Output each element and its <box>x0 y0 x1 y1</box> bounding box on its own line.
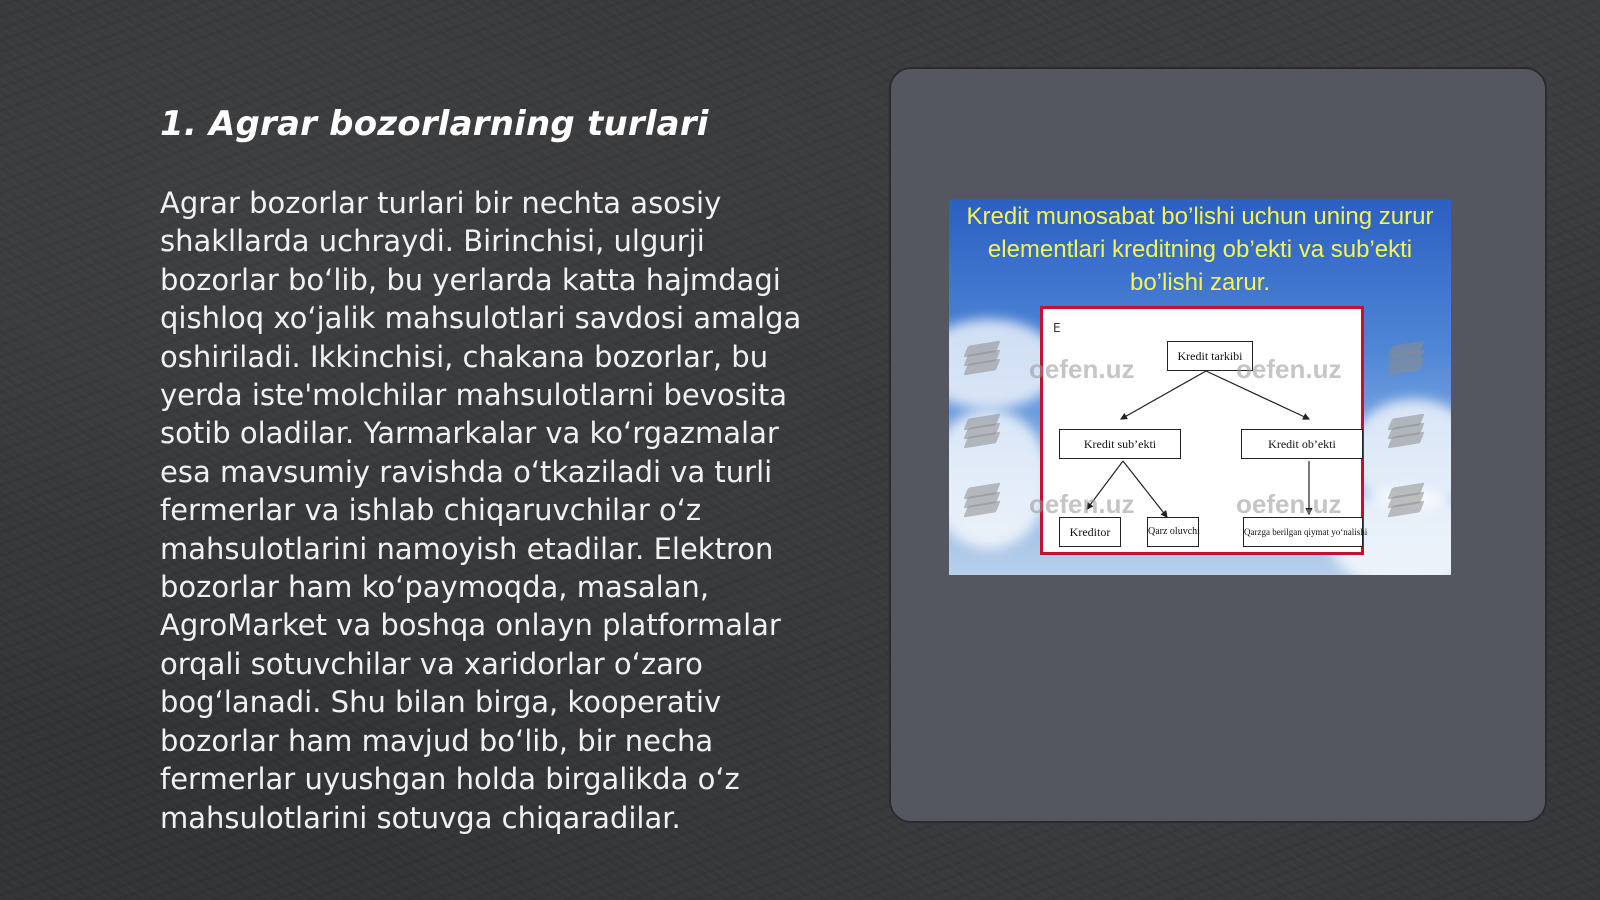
node-kreditor: Kreditor <box>1059 517 1121 547</box>
watermark-logo-icon <box>963 412 1003 452</box>
watermark-logo-icon <box>1387 481 1427 521</box>
node-kredit-tarkibi: Kredit tarkibi <box>1167 341 1253 371</box>
figure-caption: Kredit munosabat bo’lishi uchun uning zurur elementlari kreditning ob’ekti va sub’ekti bo’lishi zarur. <box>966 203 1434 296</box>
watermark-logo-icon <box>1387 412 1427 452</box>
slide-title: 1. Agrar bozorlarning turlari <box>160 104 709 144</box>
slide-body-text: Agrar bozorlar turlari bir nechta asosiy shakllarda uchraydi. Birinchisi, ulgurji bozorlar bo‘lib, bu yerlarda katta hajmdagi qishloq xo‘jalik mahsulotlari savdosi amalga oshiriladi. Ikkinchisi, chakana bozorlar, bu yerda iste'molchilar mahsulotlarni bevosita sotib oladilar. Yarmarkalar va ko‘rgazmalar esa mavsumiy ravishda o‘tkaziladi va turli fermerlar va ishlab chiqaruvchilar o‘z mahsulotlarini namoyish etadilar. Elektron bozorlar ham ko‘paymoqda, masalan, AgroMarket va boshqa onlayn platformalar orqali sotuvchilar va xaridorlar o‘zaro bog‘lanadi. Shu bilan birga, kooperativ bozorlar ham mavjud bo‘lib, bir necha fermerlar uyushgan holda birgalikda o‘z mahsulotlarini sotuvga chiqaradilar. <box>160 186 802 835</box>
watermark-text: oefen.uz <box>1029 354 1135 384</box>
watermark-text: oefen.uz <box>1236 354 1342 384</box>
credit-structure-image <box>949 199 1451 575</box>
node-kredit-subekti: Kredit sub’ekti <box>1059 429 1181 459</box>
watermark-logo-icon <box>1387 339 1427 379</box>
node-kredit-obekti: Kredit ob’ekti <box>1241 429 1363 459</box>
node-qarz-oluvchi: Qarz oluvchi <box>1147 517 1199 547</box>
watermark-text: oefen.uz <box>1029 489 1135 519</box>
watermark-logo-icon <box>963 481 1003 521</box>
node-qarzga-berilgan: Qarzga berilgan qiymat yo‘nalishi <box>1243 517 1363 547</box>
watermark-logo-icon <box>963 339 1003 379</box>
watermark-text: oefen.uz <box>1236 489 1342 519</box>
diagram-corner-mark: E <box>1053 321 1061 335</box>
